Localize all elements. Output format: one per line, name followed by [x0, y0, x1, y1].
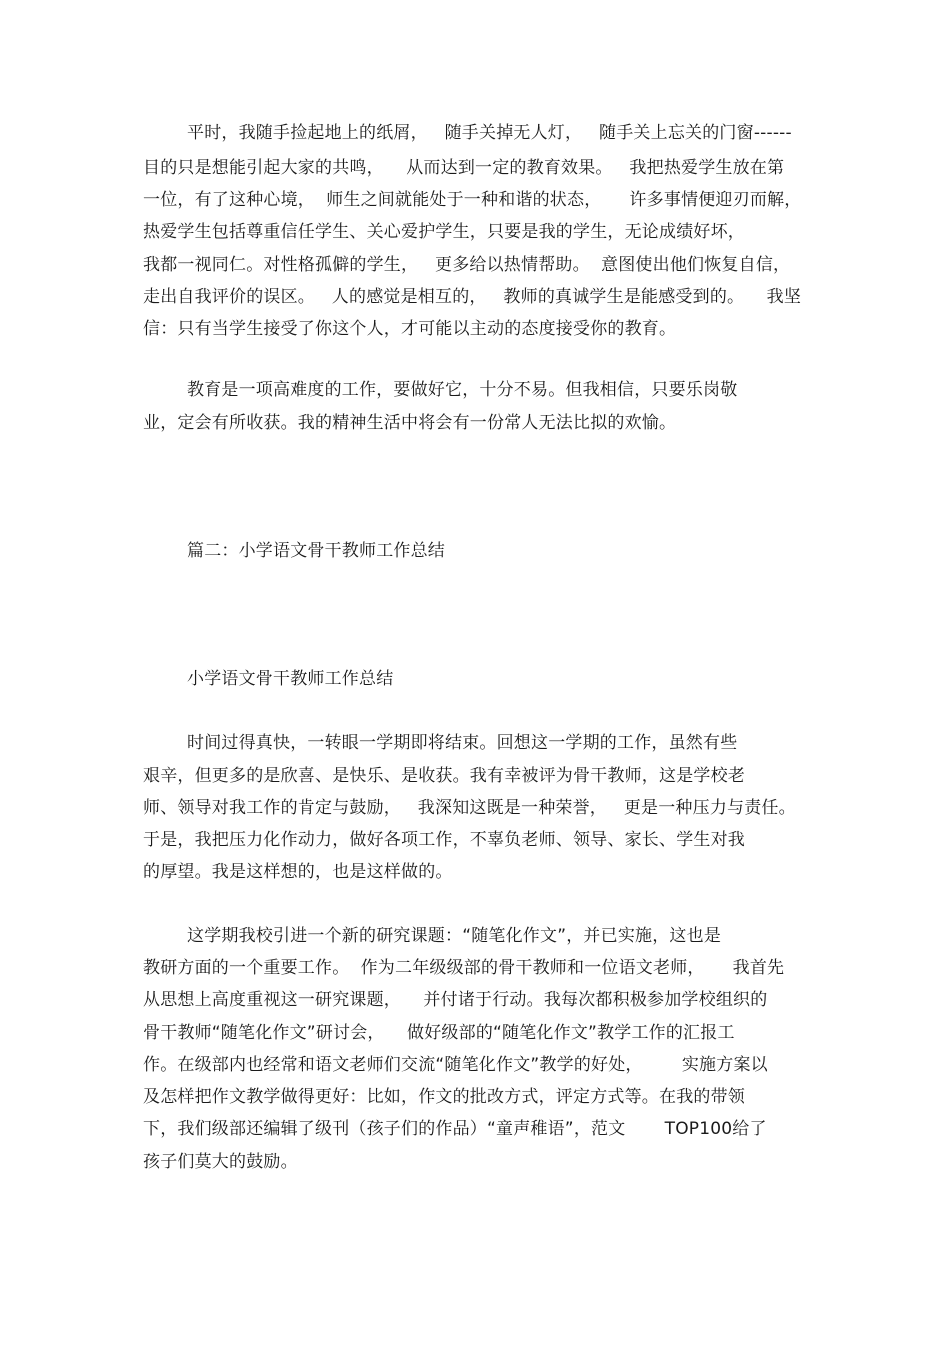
paragraph-1-line-2: 目的只是想能引起大家的共鸣， 从而达到一定的教育效果。 我把热爱学生放在第 — [143, 158, 785, 178]
paragraph-2-line-1: 教育是一项高难度的工作，要做好它，十分不易。但我相信，只要乐岗敬 — [187, 380, 738, 400]
paragraph-1-line-3: 一位，有了这种心境， 师生之间就能处于一种和谐的状态， 许多事情便迎刃而解， — [143, 190, 802, 210]
article-title: 小学语文骨干教师工作总结 — [187, 669, 394, 689]
paragraph-4-line-1: 这学期我校引进一个新的研究课题：“随笔化作文”，并已实施，这也是 — [187, 926, 722, 946]
paragraph-1-line-6: 走出自我评价的误区。 人的感觉是相互的， 教师的真诚学生是能感受到的。 我坚 — [143, 287, 802, 307]
paragraph-3-line-2: 艰辛，但更多的是欣喜、是快乐、是收获。我有幸被评为骨干教师，这是学校老 — [143, 766, 745, 786]
paragraph-3-line-5: 的厚望。我是这样想的，也是这样做的。 — [143, 862, 453, 882]
paragraph-4-line-6: 及怎样把作文教学做得更好：比如，作文的批改方式，评定方式等。在我的带领 — [143, 1087, 745, 1107]
paragraph-3-line-1: 时间过得真快，一转眼一学期即将结束。回想这一学期的工作，虽然有些 — [187, 733, 738, 753]
paragraph-4-line-8: 孩子们莫大的鼓励。 — [143, 1152, 298, 1172]
paragraph-4-line-5: 作。在级部内也经常和语文老师们交流“随笔化作文”教学的好处， 实施方案以 — [143, 1055, 768, 1075]
paragraph-4-line-3: 从思想上高度重视这一研究课题， 并付诸于行动。我每次都积极参加学校组织的 — [143, 990, 768, 1010]
paragraph-1-line-5: 我都一视同仁。对性格孤僻的学生， 更多给以热情帮助。 意图使出他们恢复自信， — [143, 255, 791, 275]
paragraph-4-line-4: 骨干教师“随笔化作文”研讨会， 做好级部的“随笔化作文”教学工作的汇报工 — [143, 1023, 735, 1043]
section-heading: 篇二：小学语文骨干教师工作总结 — [187, 541, 445, 561]
paragraph-1-line-4: 热爱学生包括尊重信任学生、关心爱护学生，只要是我的学生，无论成绩好坏， — [143, 222, 745, 242]
paragraph-2-line-2: 业，定会有所收获。我的精神生活中将会有一份常人无法比拟的欢愉。 — [143, 413, 677, 433]
paragraph-1-line-7: 信：只有当学生接受了你这个人，才可能以主动的态度接受你的教育。 — [143, 319, 677, 339]
paragraph-3-line-3: 师、领导对我工作的肯定与鼓励， 我深知这既是一种荣誉， 更是一种压力与责任。 — [143, 798, 796, 818]
paragraph-4-line-7: 下，我们级部还编辑了级刊（孩子们的作品）“童声稚语”，范文 TOP100给了 — [143, 1119, 767, 1139]
paragraph-4-line-2: 教研方面的一个重要工作。 作为二年级级部的骨干教师和一位语文老师， 我首先 — [143, 958, 785, 978]
paragraph-3-line-4: 于是，我把压力化作动力，做好各项工作，不辜负老师、领导、家长、学生对我 — [143, 830, 745, 850]
paragraph-1-line-1: 平时，我随手捡起地上的纸屑， 随手关掉无人灯， 随手关上忘关的门窗------ — [187, 123, 792, 143]
